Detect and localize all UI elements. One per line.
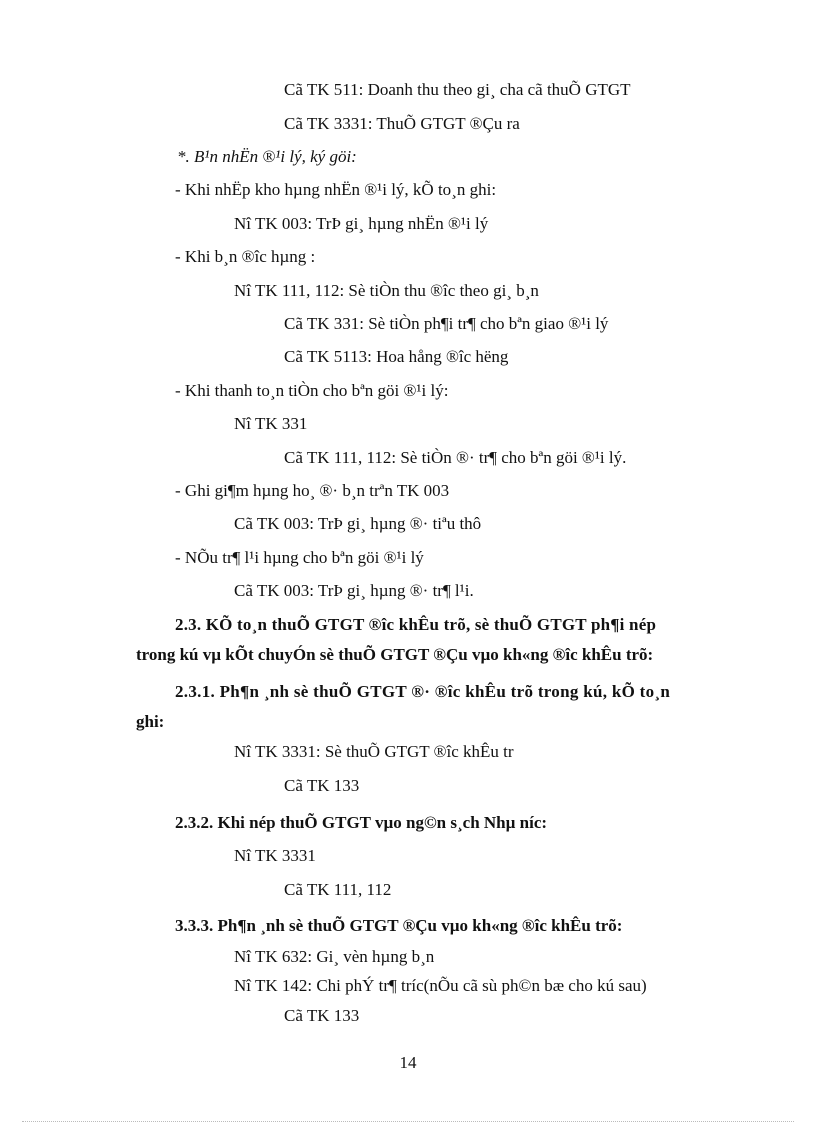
heading-3-3-3: 3.3.3. Ph¶n ¸nh sè thuÕ GTGT ®Çu vµo kh«ng ®îc khÊu trõ: [175, 916, 623, 935]
line-15: - NÕu tr¶ l¹i hµng cho bªn göi ®¹i lý [175, 548, 424, 567]
line-8: Cã TK 331: Sè tiÒn ph¶i tr¶ cho bªn giao ®¹i lý [284, 314, 609, 333]
line-25: Cã TK 111, 112 [284, 880, 392, 899]
line-28: Nî TK 142: Chi phÝ tr¶ tríc(nÕu cã sù ph©n bæ cho kú sau) [234, 976, 647, 995]
heading-2-3-2: 2.3.2. Khi nép thuÕ GTGT vµo ng©n s¸ch Nhµ níc: [175, 813, 548, 832]
line-16: Cã TK 003: TrÞ gi¸ hµng ®· tr¶ l¹i. [234, 581, 474, 600]
line-27: Nî TK 632: Gi¸ vèn hµng b¸n [234, 947, 435, 966]
heading-2-3-line-2: trong kú vµ kÕt chuyÓn sè thuÕ GTGT ®Çu vµo kh«ng ®îc khÊu trõ: [136, 645, 654, 664]
line-21: Nî TK 3331: Sè thuÕ GTGT ®îc khÊu tr [234, 742, 514, 761]
heading-2-3-line-1: 2.3. KÕ to¸n thuÕ GTGT ®îc khÊu trõ, sè thuÕ GTGT ph¶i nép [175, 615, 657, 634]
line-9: Cã TK 5113: Hoa hång ®îc hëng [284, 347, 509, 366]
line-7: Nî TK 111, 112: Sè tiÒn thu ®îc theo gi¸ b¸n [234, 281, 539, 300]
heading-2-3-1-line-1: 2.3.1. Ph¶n ¸nh sè thuÕ GTGT ®· ®îc khÊu trõ trong kú, kÕ to¸n [175, 682, 671, 701]
line-4: - Khi nhËp kho hµng nhËn ®¹i lý, kÕ to¸n ghi: [175, 180, 497, 199]
heading-2-3-1-line-2: ghi: [136, 712, 165, 731]
line-5: Nî TK 003: TrÞ gi¸ hµng nhËn ®¹i lý [234, 214, 489, 233]
page-number: 14 [399, 1053, 417, 1072]
page-bottom-divider [22, 1121, 794, 1122]
line-2: Cã TK 3331: ThuÕ GTGT ®Çu ra [284, 114, 520, 133]
line-11: Nî TK 331 [234, 414, 308, 433]
line-22: Cã TK 133 [284, 776, 360, 795]
line-6: - Khi b¸n ®îc hµng : [175, 247, 316, 266]
line-10: - Khi thanh to¸n tiÒn cho bªn göi ®¹i lý: [175, 381, 449, 400]
line-14: Cã TK 003: TrÞ gi¸ hµng ®· tiªu thô [234, 514, 482, 533]
line-1: Cã TK 511: Doanh thu theo gi¸ cha cã thuÕ GTGT [284, 80, 631, 99]
line-24: Nî TK 3331 [234, 846, 316, 865]
line-29: Cã TK 133 [284, 1006, 360, 1025]
line-12: Cã TK 111, 112: Sè tiÒn ®· tr¶ cho bªn göi ®¹i lý. [284, 448, 627, 467]
line-3: *. B¹n nhËn ®¹i lý, ký göi: [177, 147, 357, 166]
line-13: - Ghi gi¶m hµng ho¸ ®· b¸n trªn TK 003 [175, 481, 450, 500]
